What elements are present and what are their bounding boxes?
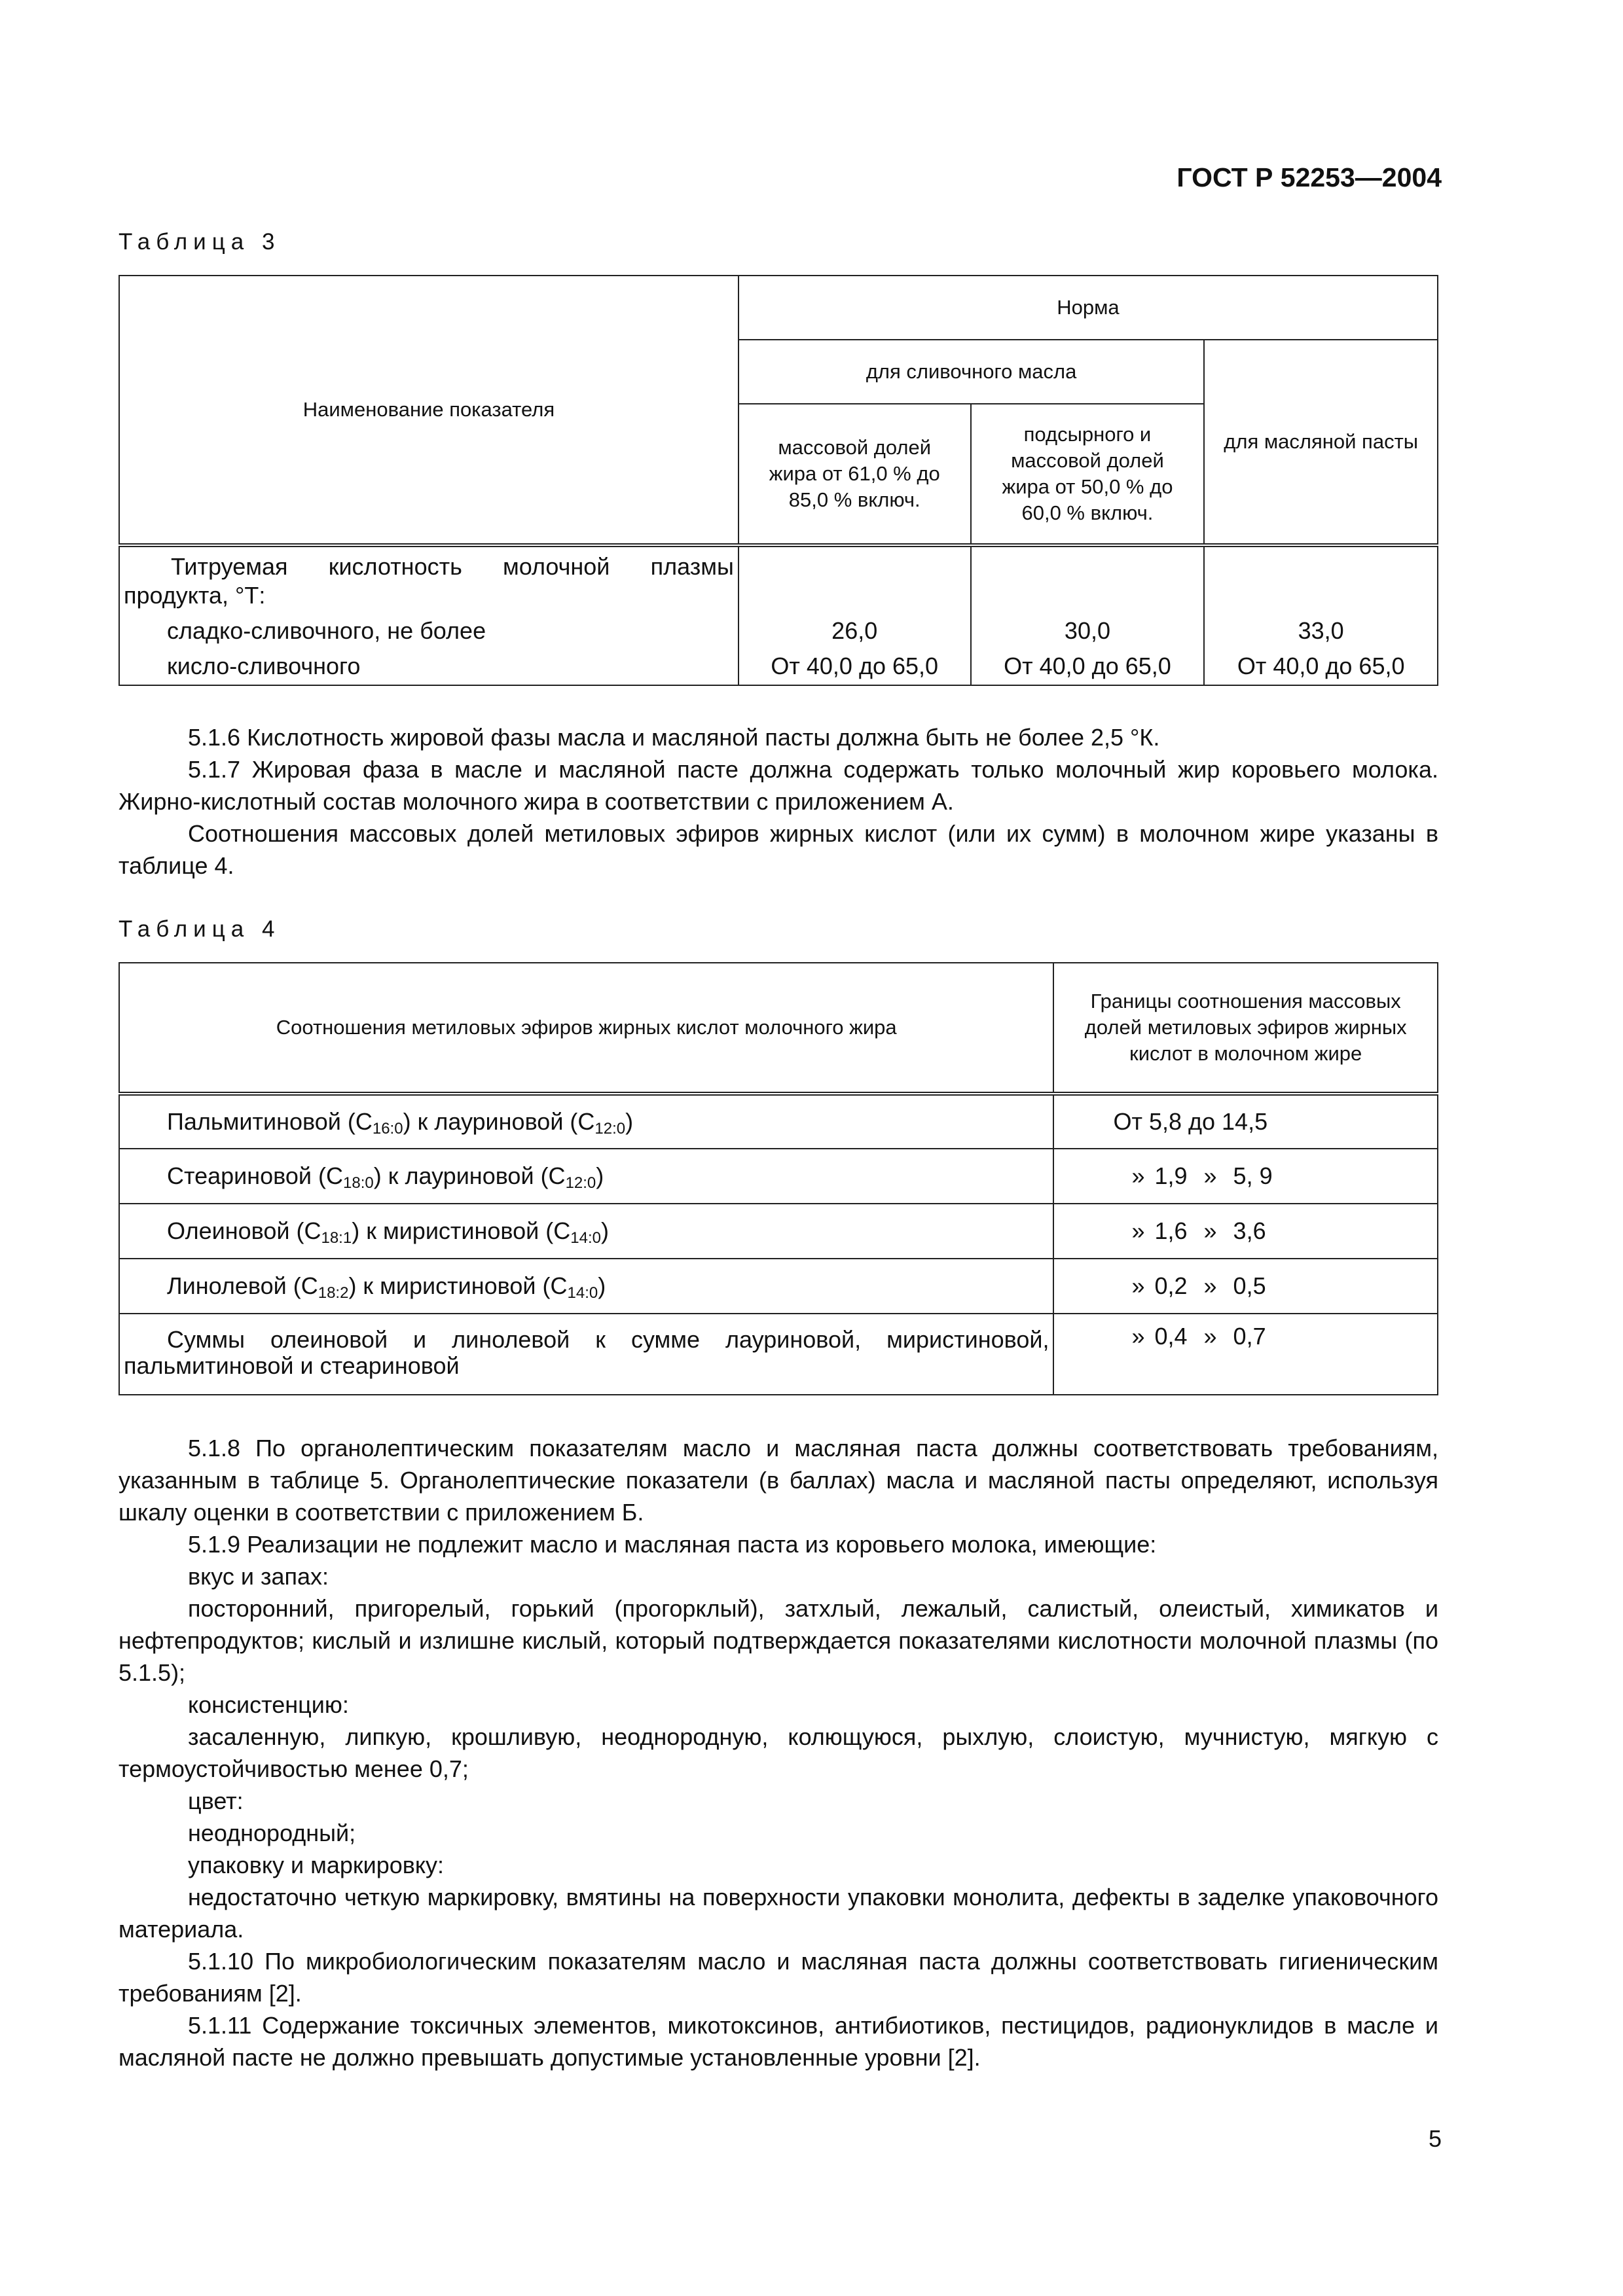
para-5-1-7: 5.1.7 Жировая фаза в масле и масляной пасте должна содержать только молочный жир коровьего молока. Жирно-кислотный состав молочного жира в соответствии с приложением А. [119,756,1438,815]
para-packaging: упаковку и маркировку: [188,1852,445,1878]
paragraph-block-2 [119,1432,1438,2073]
t4-row-label: Линолевой $(С_{18:2})$ к миристиновой $(С_{14:0})$ [119,1259,1053,1314]
t3-cell: От 40,0 до 65,0 [1204,649,1438,685]
t4-row-label: Стеариновой $(С_{18:0})$ к лауриновой $(С_{12:0})$ [119,1149,1053,1204]
t3-cell: 33,0 [1204,614,1438,649]
t4-row-label: Пальмитиновой $(С_{16:0})$ к лауриновой $(С_{12:0})$ [119,1094,1053,1149]
para-5-1-6: 5.1.6 Кислотность жировой фазы масла и масляной пасты должна быть не более 2,5 °К. [188,724,1160,751]
t3-cell: 26,0 [739,614,971,649]
para-ratios: Соотношения массовых долей метиловых эфиров жирных кислот (или их сумм) в молочном жире указаны в таблице 4. [119,820,1438,879]
para-packaging-list: недостаточно четкую маркировку, вмятины на поверхности упаковки монолита, дефекты в заделке упаковочного материала. [119,1884,1438,1943]
t3-col-butter-b: подсырного и массовой долей жира от 50,0 % до 60,0 % включ. [971,404,1205,545]
t3-cell: От 40,0 до 65,0 [739,649,971,685]
document-code: ГОСТ Р 52253—2004 [1176,162,1442,192]
t3-row-label: кисло-сливочного [119,649,739,685]
para-taste-smell: вкус и запах: [188,1563,329,1590]
t3-col-norm: Норма [739,276,1438,340]
table-3 [119,275,1438,686]
table-4 [119,962,1438,1395]
t4-row-value: » 0,2 » 0,5 [1053,1259,1438,1314]
t4-col-left: Соотношения метиловых эфиров жирных кислот молочного жира [119,963,1053,1094]
para-taste-list: посторонний, пригорелый, горький (прогорклый), затхлый, лежалый, салистый, олеистый, химикатов и нефтепродуктов; кислый и излишне кислый, который подтверждается показателями кислотности молочной плазмы (по 5.1.5); [119,1595,1438,1686]
page-number: 5 [1428,2125,1442,2152]
para-color-list: неоднородный; [188,1820,356,1846]
t4-row-value: » 0,4 » 0,7 [1053,1314,1438,1395]
t4-col-right: Границы соотношения массовых долей метиловых эфиров жирных кислот в молочном жире [1053,963,1438,1094]
para-5-1-11: 5.1.11 Содержание токсичных элементов, микотоксинов, антибиотиков, пестицидов, радионуклидов в масле и масляной пасте не должно превышать допустимые установленные уровни [2]. [119,2012,1438,2071]
t4-row-value: » 1,6 » 3,6 [1053,1204,1438,1259]
t3-cell: От 40,0 до 65,0 [971,649,1205,685]
t4-row-value: От 5,8 до 14,5 [1053,1094,1438,1149]
t3-col-name: Наименование показателя [119,276,739,545]
t3-col-butter: для сливочного масла [739,340,1204,404]
table3-caption: Таблица 3 [119,229,281,255]
t3-col-paste: для масляной пасты [1204,340,1438,545]
t3-group-label: Титруемая кислотность молочной плазмы продукта, °Т: [119,545,739,614]
t4-row-value: » 1,9 » 5, 9 [1053,1149,1438,1204]
para-color: цвет: [188,1787,244,1814]
para-5-1-8: 5.1.8 По органолептическим показателям масло и масляная паста должны соответствовать требованиям, указанным в таблице 5. Органолептические показатели (в баллах) масла и масляной пасты определяют, используя шкалу оценки в соответствии с приложением Б. [119,1435,1438,1526]
t4-row-label: Олеиновой $(С_{18:1})$ к миристиновой $(С_{14:0})$ [119,1204,1053,1259]
t3-cell: 30,0 [971,614,1205,649]
para-5-1-9: 5.1.9 Реализации не подлежит масло и масляная паста из коровьего молока, имеющие: [188,1531,1157,1558]
para-5-1-10: 5.1.10 По микробиологическим показателям масло и масляная паста должны соответствовать гигиеническим требованиям [2]. [119,1948,1438,2007]
para-consistency: консистенцию: [188,1691,349,1718]
t4-row-label: Суммы олеиновой и линолевой к сумме лауриновой, миристиновой, пальмитиновой и стеариновой [119,1314,1053,1395]
para-consistency-list: засаленную, липкую, крошливую, неоднородную, колющуюся, рыхлую, слоистую, мучнистую, мягкую с термоустойчивостью менее 0,7; [119,1723,1438,1782]
t3-col-butter-a: массовой долей жира от 61,0 % до 85,0 % включ. [739,404,971,545]
paragraph-block-1 [119,721,1438,882]
table4-caption: Таблица 4 [119,916,281,942]
t3-row-label: сладко-сливочного, не более [119,614,739,649]
